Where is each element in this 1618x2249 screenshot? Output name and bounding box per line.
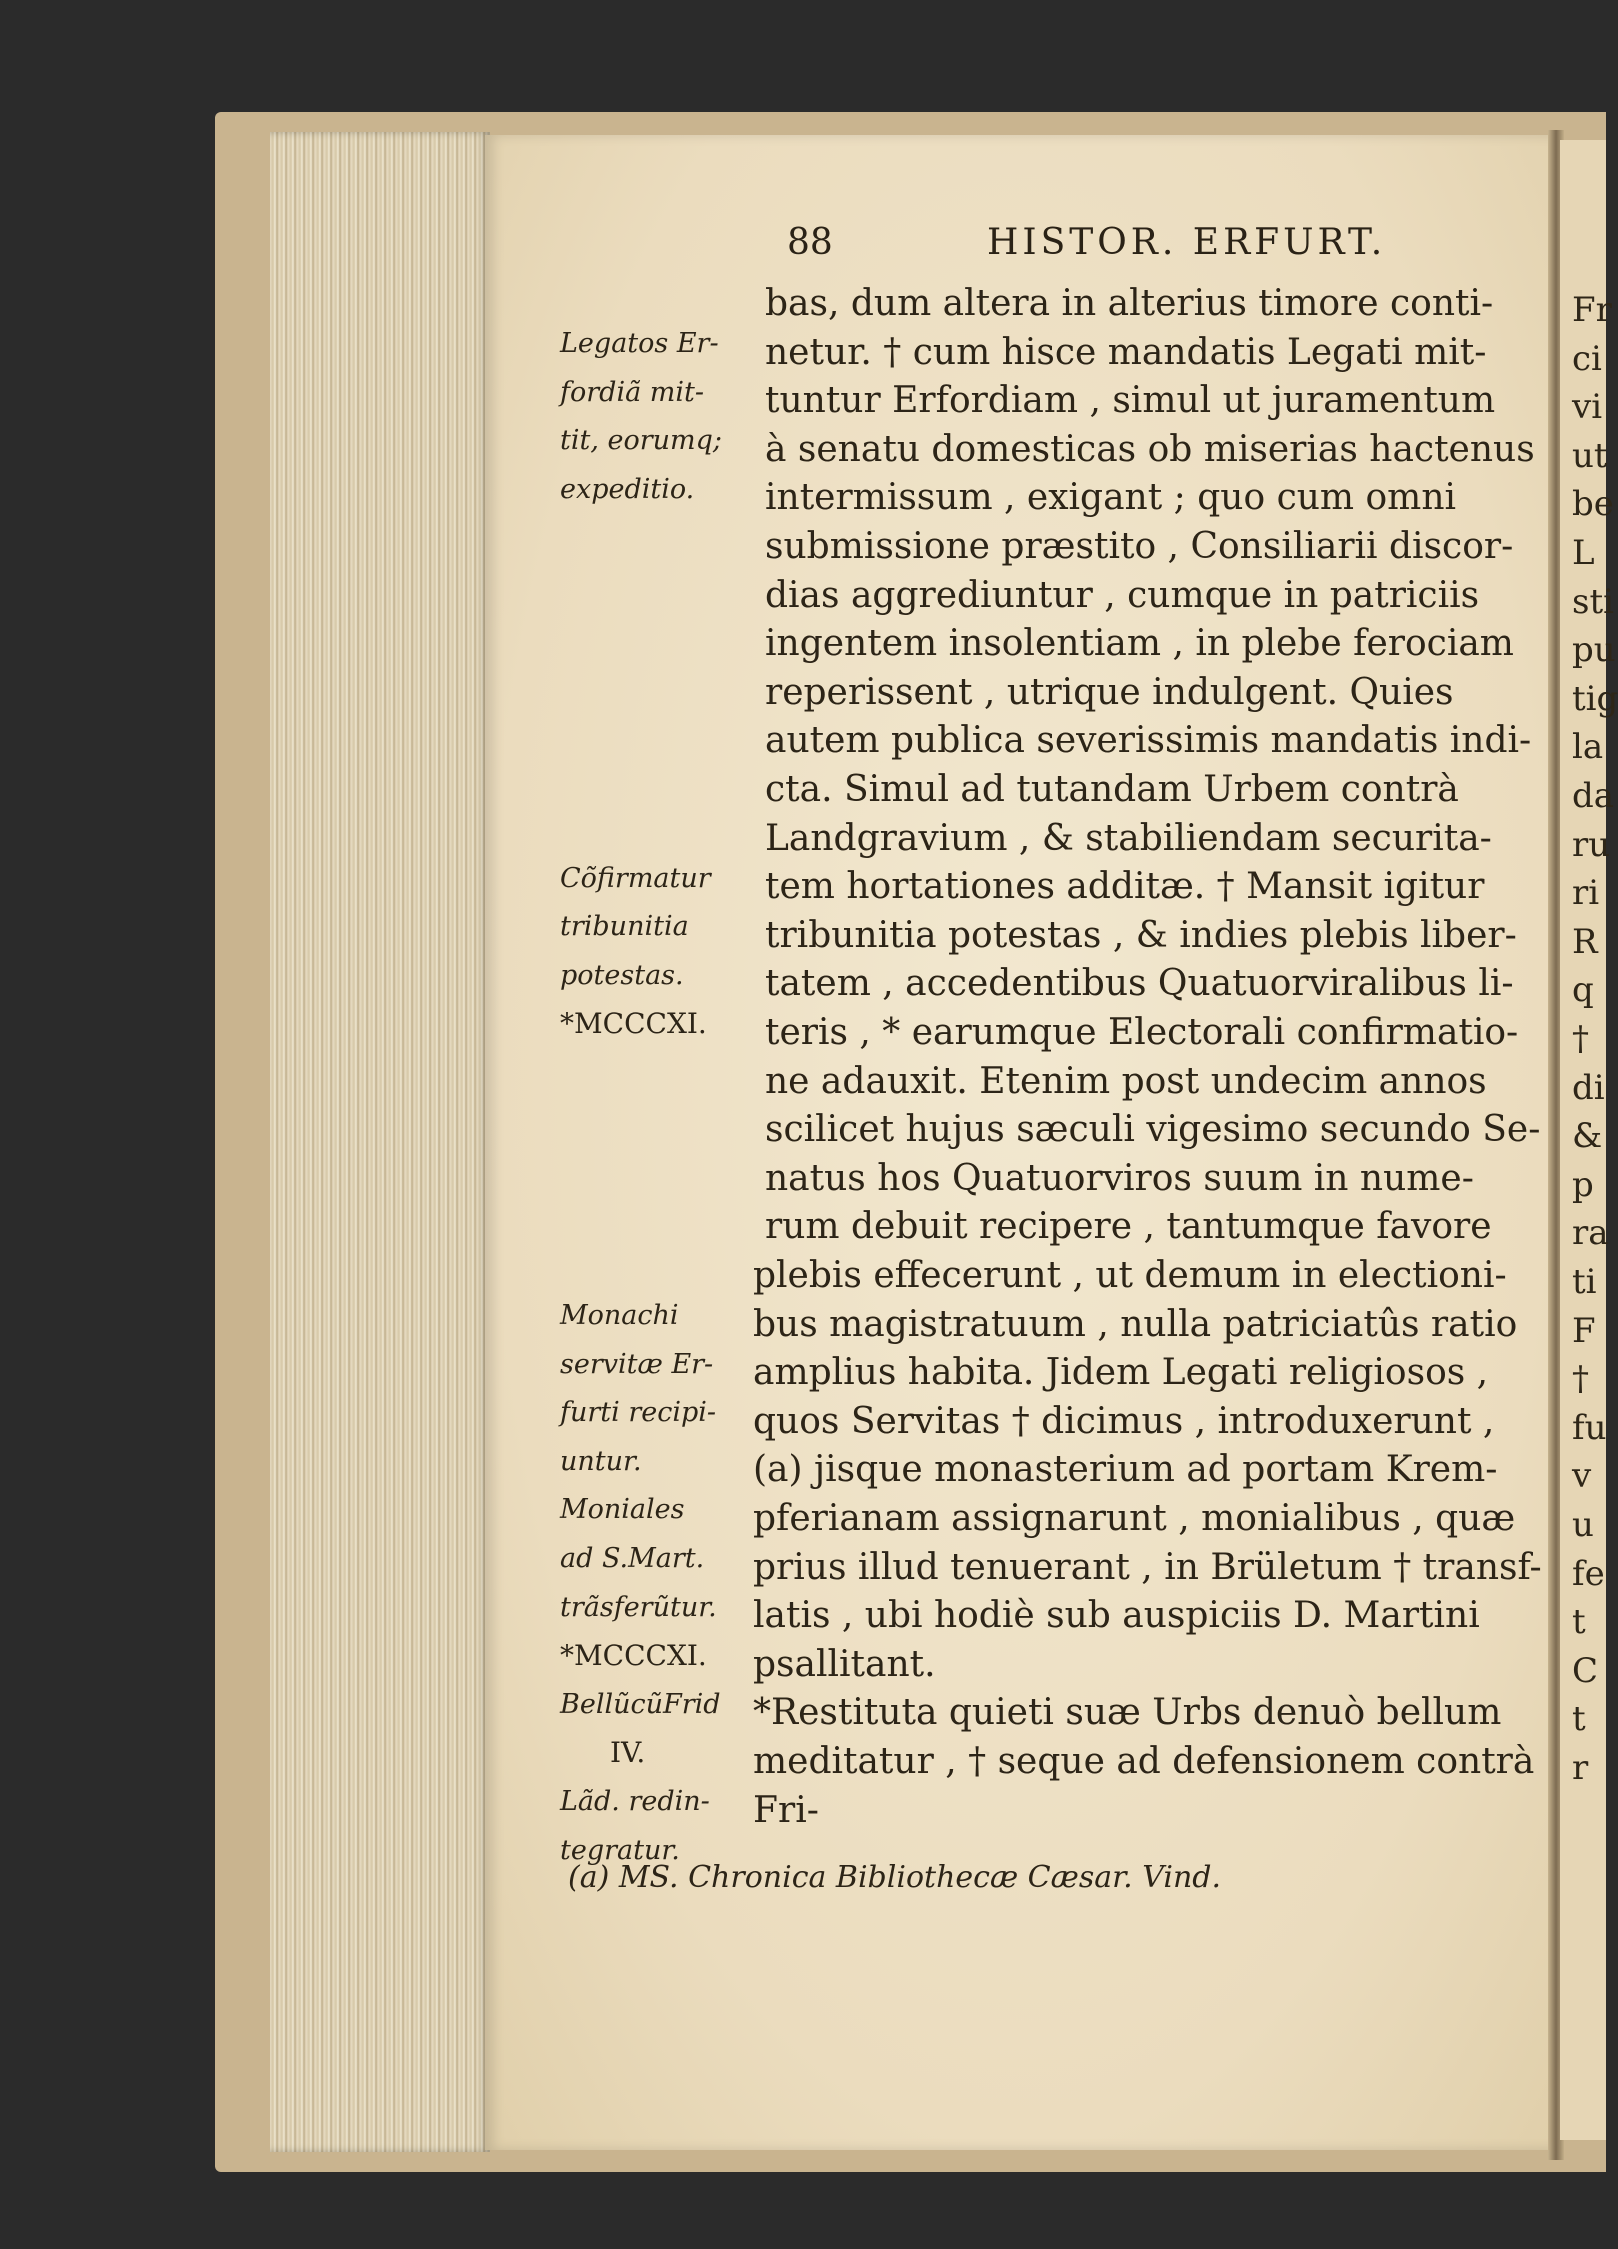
text-line: bas, dum altera in alterius timore conti- xyxy=(765,283,1494,324)
running-title: HISTOR. ERFURT. xyxy=(987,222,1387,263)
margin-note: Lãd. redin- xyxy=(560,1786,710,1817)
facing-page-fragment: v xyxy=(1572,1456,1592,1497)
text-line: autem publica severissimis mandatis indi- xyxy=(765,720,1532,762)
facing-page-fragment: ri xyxy=(1572,873,1600,914)
margin-note: potestas. xyxy=(560,959,684,991)
facing-page-fragment: p xyxy=(1572,1164,1594,1205)
text-line: plebis effecerunt , ut demum in electioni- xyxy=(753,1255,1507,1296)
text-line: Fri- xyxy=(753,1789,819,1831)
margin-note: BellũcũFrid xyxy=(560,1688,721,1720)
text-line: Landgravium , & stabiliendam securita- xyxy=(765,817,1492,859)
facing-page-fragment: ci xyxy=(1572,338,1602,379)
text-line: tuntur Erfordiam , simul ut juramentum xyxy=(765,380,1496,422)
text-line: psallitant. xyxy=(753,1643,936,1685)
footnote: (a) MS. Chronica Bibliothecæ Cæsar. Vind. xyxy=(568,1860,1222,1895)
margin-note: *MCCCXI. xyxy=(560,1007,707,1041)
text-line: ne adauxit. Etenim post undecim annos xyxy=(765,1060,1487,1102)
text-line: pferianam assignarunt , monialibus , quæ xyxy=(753,1498,1516,1539)
facing-page-fragment: † xyxy=(1572,1359,1589,1400)
facing-page-fragment: t xyxy=(1572,1602,1586,1643)
facing-page-fragment: di xyxy=(1572,1067,1605,1108)
text-line: intermissum , exigant ; quo cum omni xyxy=(765,477,1457,519)
margin-note: fordiã mit- xyxy=(560,376,704,408)
page-edges xyxy=(270,132,490,2152)
text-line: tem hortationes additæ. † Mansit igitur xyxy=(765,866,1485,908)
facing-page-fragment: q xyxy=(1572,970,1594,1011)
text-line: latis , ubi hodiè sub auspiciis D. Martini xyxy=(753,1595,1480,1637)
text-line: dias aggrediuntur , cumque in patriciis xyxy=(765,574,1480,616)
margin-note: Monachi xyxy=(560,1300,679,1331)
facing-page-fragment: u xyxy=(1572,1505,1594,1545)
margin-note: tit, eorumq; xyxy=(560,425,723,457)
facing-page-fragment: ra xyxy=(1572,1213,1609,1254)
facing-page-fragment: da xyxy=(1572,776,1615,816)
facing-page-fragment: sti xyxy=(1572,581,1614,622)
facing-page-fragment: & xyxy=(1572,1116,1603,1157)
margin-note: furti recipi- xyxy=(560,1397,717,1429)
text-line: natus hos Quatuorviros suum in nume- xyxy=(765,1157,1474,1199)
facing-page-fragment: t xyxy=(1572,1699,1586,1740)
margin-note: Cõfirmatur xyxy=(560,862,711,894)
text-line: (a) jisque monasterium ad portam Krem- xyxy=(753,1449,1498,1491)
text-line: teris , * earumque Electorali confirmatio- xyxy=(765,1012,1519,1053)
margin-note: ad S.Mart. xyxy=(560,1543,705,1574)
text-line: netur. † cum hisce mandatis Legati mit- xyxy=(765,331,1487,373)
text-line: prius illud tenuerant , in Brületum † transf- xyxy=(753,1546,1542,1588)
facing-page-fragment: R xyxy=(1572,921,1598,962)
facing-page-fragment: ut xyxy=(1572,435,1608,476)
text-line: rum debuit recipere , tantumque favore xyxy=(765,1206,1492,1248)
text-line: scilicet hujus sæculi vigesimo secundo Se- xyxy=(765,1109,1541,1151)
text-line: tatem , accedentibus Quatuorviralibus li- xyxy=(765,963,1514,1005)
text-line: meditatur , † seque ad defensionem contrà xyxy=(753,1741,1535,1782)
margin-note: Legatos Er- xyxy=(560,328,719,359)
facing-page-edge xyxy=(1560,140,1618,2140)
margin-note: IV. xyxy=(610,1736,646,1770)
text-line: bus magistratuum , nulla patriciatûs ratio xyxy=(753,1303,1518,1345)
text-line: *Restituta quieti suæ Urbs denuò bellum xyxy=(753,1692,1502,1734)
margin-note: Moniales xyxy=(560,1494,685,1526)
facing-page-fragment: C xyxy=(1572,1650,1599,1691)
text-line: tribunitia potestas , & indies plebis liber- xyxy=(765,914,1517,956)
margin-note: untur. xyxy=(560,1445,642,1477)
page-header xyxy=(787,222,1447,270)
text-line: ingentem insolentiam , in plebe ferociam xyxy=(765,623,1514,665)
facing-page-fragment: vi xyxy=(1572,387,1603,428)
facing-page-fragment: ru xyxy=(1572,824,1611,865)
facing-page-fragment: tig xyxy=(1572,678,1618,719)
facing-page-fragment: Fr xyxy=(1572,290,1612,330)
text-line: amplius habita. Jidem Legati religiosos , xyxy=(753,1352,1489,1394)
text-line: à senatu domesticas ob miserias hactenus xyxy=(765,428,1535,470)
margin-note: *MCCCXI. xyxy=(560,1639,707,1673)
facing-page-fragment: L xyxy=(1572,533,1595,573)
text-line: quos Servitas † dicimus , introduxerunt , xyxy=(753,1400,1495,1442)
facing-page-fragment: be xyxy=(1572,484,1614,525)
margin-note: servitæ Er- xyxy=(560,1348,714,1380)
margin-note: tribunitia xyxy=(560,911,689,943)
margin-note: tegratur. xyxy=(560,1834,680,1866)
margin-note: expeditio. xyxy=(560,473,695,505)
margin-note: trãsferũtur. xyxy=(560,1591,717,1623)
text-line: cta. Simul ad tutandam Urbem contrà xyxy=(765,769,1459,810)
facing-page-fragment: r xyxy=(1572,1748,1589,1788)
facing-page-fragment: † xyxy=(1572,1019,1589,1059)
facing-page-fragment: F xyxy=(1572,1310,1596,1351)
facing-page-fragment: ti xyxy=(1572,1262,1597,1302)
text-line: submissione præstito , Consiliarii discor- xyxy=(765,526,1514,567)
page-number: 88 xyxy=(787,222,833,263)
text-line: reperissent , utrique indulgent. Quies xyxy=(765,671,1454,713)
facing-page-fragment: pu xyxy=(1572,630,1616,671)
facing-page-fragment: la xyxy=(1572,727,1604,768)
facing-page-fragment: fe xyxy=(1572,1553,1605,1594)
facing-page-fragment: fu xyxy=(1572,1407,1607,1448)
